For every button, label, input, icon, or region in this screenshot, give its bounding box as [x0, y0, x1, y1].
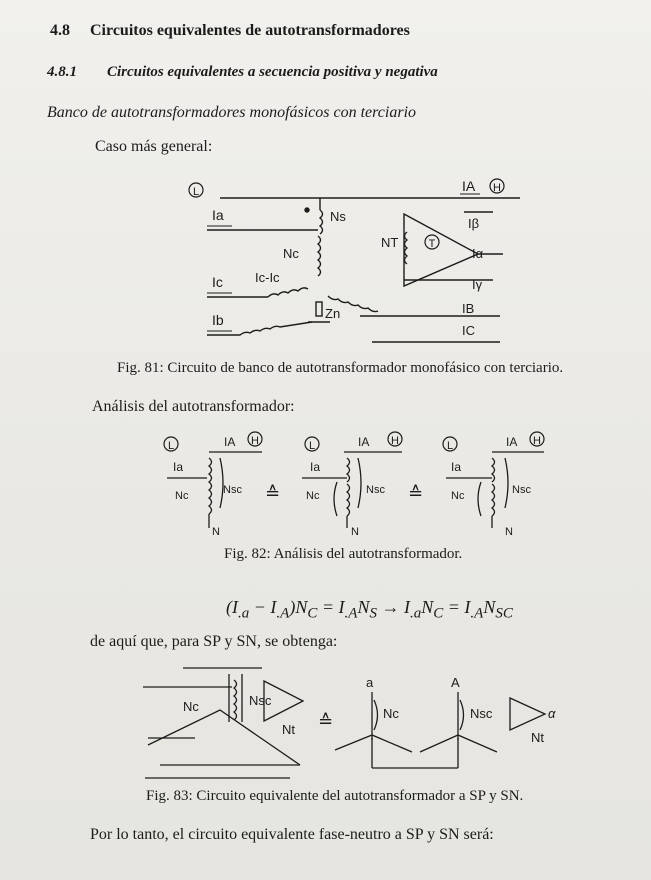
svg-text:Ia: Ia — [451, 460, 462, 474]
svg-text:N: N — [505, 526, 513, 538]
svg-text:Nt: Nt — [531, 730, 544, 745]
fig81-Ic-label: Ic — [212, 274, 223, 290]
svg-text:Ia: Ia — [173, 460, 184, 474]
svg-text:Ia: Ia — [310, 460, 321, 474]
svg-text:L: L — [308, 440, 316, 452]
svg-text:Nsc: Nsc — [249, 693, 272, 708]
fig81-IC-label: IC — [462, 323, 475, 338]
svg-text:A: A — [451, 675, 460, 690]
svg-text:Nt: Nt — [282, 722, 295, 737]
fig81-Ic-Ic-label: Ic-Ic — [255, 270, 280, 285]
fig81-H-label: H — [493, 182, 501, 194]
subheading: Banco de autotransformadores monofásicos con terciario — [47, 104, 417, 121]
fig81-Ib-label: Ib — [212, 312, 224, 328]
svg-text:Nsc: Nsc — [366, 484, 385, 496]
svg-text:N: N — [212, 526, 220, 538]
fig82-equiv-1: ≙ — [265, 483, 281, 503]
subsection-number: 4.8.1 — [47, 64, 77, 80]
fig81-Igamma-label: Iγ — [472, 277, 483, 292]
svg-text:Nc: Nc — [306, 490, 320, 502]
fig81-Ibeta-label: Iβ — [468, 216, 480, 231]
equation: $(I_{.a} - I_{.A})N_C = I_{.A}N_S \to I_{.a}N_C = I_{.A}N_{SC}$ — [226, 597, 513, 622]
svg-text:IA: IA — [506, 435, 518, 449]
paragraph-caso: Caso más general: — [95, 138, 213, 155]
fig81-Ia-label: Ia — [212, 207, 224, 223]
fig81-L-label: L — [192, 186, 200, 198]
fig82-equiv-2: ≙ — [408, 483, 424, 503]
fig81-IB-label: IB — [462, 301, 475, 316]
svg-text:H: H — [251, 435, 259, 447]
fig83-right-circuit — [335, 675, 556, 768]
svg-text:Nc: Nc — [451, 490, 465, 502]
svg-text:Nsc: Nsc — [470, 706, 493, 721]
paragraph-sp-sn: de aquí que, para SP y SN, se obtenga: — [90, 633, 338, 650]
fig81-Ialpha-label: Iα — [472, 246, 484, 261]
paragraph-conclusion: Por lo tanto, el circuito equivalente fase-neutro a SP y SN será: — [90, 826, 494, 843]
svg-text:Nc: Nc — [383, 706, 399, 721]
svg-text:IA: IA — [358, 435, 370, 449]
svg-text:Nc: Nc — [183, 699, 199, 714]
fig81-caption: Fig. 81: Circuito de banco de autotransformador monofásico con terciario. — [117, 360, 564, 376]
svg-text:L: L — [446, 440, 454, 452]
fig81-IA-label: IA — [462, 178, 476, 194]
section-number: 4.8 — [50, 22, 70, 39]
fig82-caption: Fig. 82: Análisis del autotransformador. — [224, 546, 463, 562]
svg-text:Nsc: Nsc — [223, 484, 242, 496]
fig81-Ns-label: Ns — [330, 209, 346, 224]
svg-text:Nsc: Nsc — [512, 484, 531, 496]
fig81-Zn-label: Zn — [325, 306, 341, 321]
svg-text:α: α — [548, 706, 556, 721]
fig81-Nc-label: Nc — [283, 246, 299, 261]
fig81-T-label: T — [428, 238, 436, 250]
svg-text:H: H — [391, 435, 399, 447]
svg-text:IA: IA — [224, 435, 236, 449]
fig81-NT-label: NT — [381, 235, 399, 250]
fig83-caption: Fig. 83: Circuito equivalente del autotransformador a SP y SN. — [146, 788, 524, 804]
paragraph-analisis: Análisis del autotransformador: — [92, 398, 295, 415]
fig83-equiv: ≙ — [318, 711, 334, 731]
subsection-title: Circuitos equivalentes a secuencia positiva y negativa — [107, 64, 438, 80]
svg-text:L: L — [167, 440, 175, 452]
svg-text:a: a — [366, 675, 374, 690]
fig83-left-circuit — [143, 668, 303, 778]
svg-text:N: N — [351, 526, 359, 538]
section-title: Circuitos equivalentes de autotransformadores — [90, 22, 410, 39]
svg-text:H: H — [533, 435, 541, 447]
svg-text:Nc: Nc — [175, 490, 189, 502]
